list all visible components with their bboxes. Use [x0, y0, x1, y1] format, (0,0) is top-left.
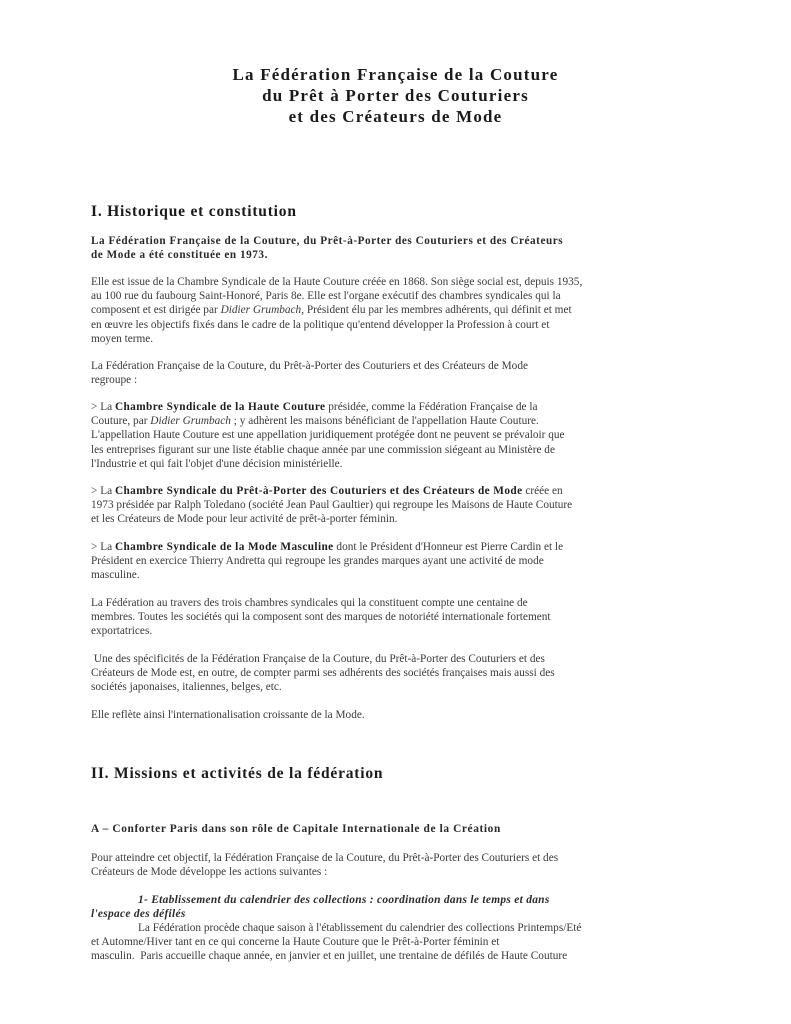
item-1-line-1: 1- Etablissement du calendrier des collections : coordination dans le temps et dans [138, 894, 550, 906]
paragraph-internationalisation [91, 708, 699, 722]
section-1-heading: I. Historique et constitution [91, 203, 297, 220]
document-title-line-1: La Fédération Française de la Couture [232, 65, 559, 84]
paragraph-objectif [91, 851, 699, 879]
section-2-subheading: A – Conforter Paris dans son rôle de Capitale Internationale de la Création [91, 823, 501, 835]
chambre-haute-couture: Chambre Syndicale de la Haute Couture [114, 401, 326, 413]
bullet-prefix: > La [91, 485, 115, 497]
mode-masculine-line-1 [91, 540, 699, 554]
calendrier-line-1: La Fédération procède chaque saison à l'établissement du calendrier des collections Printemps/Eté [138, 922, 582, 934]
calendrier-line-2: et Automne/Hiver tant en ce qui concerne la Haute Couture que le Prêt-à-Porter féminin et [91, 936, 500, 949]
section-1-lead [91, 234, 701, 262]
history-line-4: en œuvre les objectifs fixés dans le cadre de la politique qu'entend développer la Profession à court et [91, 318, 550, 331]
members-line-2: membres. Toutes les sociétés qui la composent sont des marques de notoriété internationale fortement [91, 611, 551, 624]
pret-a-porter-line-1-rest: créée en [522, 485, 563, 497]
chambre-pret-a-porter: Chambre Syndicale du Prêt-à-Porter des Couturiers et des Créateurs de Mode [114, 485, 523, 497]
specificities-line-1: Une des spécificités de la Fédération Française de la Couture, du Prêt-à-Porter des Couturiers et des [91, 653, 545, 665]
calendrier-line-3: masculin. Paris accueille chaque année, en janvier et en juillet, une trentaine de défilés de Haute Couture [91, 950, 568, 963]
paragraph-calendrier [91, 921, 699, 964]
specificities-line-3: sociétés japonaises, italiennes, belges, etc. [91, 681, 282, 694]
internationalisation-line: Elle reflète ainsi l'internationalisation croissante de la Mode. [91, 709, 365, 721]
haute-couture-line-5: l'Industrie et qui fait l'objet d'une décision ministérielle. [91, 457, 343, 470]
history-line-3a: composent et est dirigée par [91, 304, 221, 317]
bullet-prefix: > La [91, 401, 115, 413]
history-line-2: au 100 rue du faubourg Saint-Honoré, Paris 8e. Elle est l'organe exécutif des chambres syndicales qui la [91, 290, 561, 303]
regroupe-line-2: regroupe : [91, 374, 138, 387]
president-name: Didier Grumbach [220, 304, 302, 317]
haute-couture-line-2 [91, 414, 699, 428]
history-line-3b: , Président élu par les membres adhérents, qui définit et met [301, 304, 572, 317]
regroupe-line-1: La Fédération Française de la Couture, du Prêt-à-Porter des Couturiers et des Créateurs de Mode [91, 360, 528, 372]
president-name-2: Didier Grumbach [150, 415, 231, 428]
haute-couture-line-1 [91, 400, 699, 414]
history-line-1: Elle est issue de la Chambre Syndicale de la Haute Couture créée en 1868. Son siège social est, depuis 1935, [91, 276, 583, 288]
objectif-line-2: Créateurs de Mode développe les actions suivantes : [91, 866, 328, 879]
pret-a-porter-line-1 [91, 484, 699, 498]
paragraph-federation-members [91, 596, 699, 639]
paragraph-regroupe [91, 359, 699, 387]
item-1-heading [91, 893, 701, 921]
pret-a-porter-line-2: 1973 présidée par Ralph Toledano (société Jean Paul Gaultier) qui regroupe les Maisons de Haute Couture [91, 499, 573, 512]
paragraph-specificities [91, 652, 699, 695]
specificities-line-2: Créateurs de Mode est, en outre, de compter parmi ses adhérents des sociétés françaises mais aussi des [91, 667, 555, 680]
paragraph-pret-a-porter [91, 484, 699, 527]
mode-masculine-line-2: Président en exercice Thierry Andretta qui regroupe les grandes marques ayant une activité de mode [91, 555, 544, 568]
history-line-3 [91, 303, 699, 317]
mode-masculine-line-1-rest: dont le Président d'Honneur est Pierre Cardin et le [333, 541, 564, 553]
haute-couture-line-4: les entreprises figurant sur une liste établie chaque année par une commission siégeant au Ministère de [91, 443, 555, 456]
lead-line-1: La Fédération Française de la Couture, du Prêt-à-Porter des Couturiers et des Créateurs [91, 235, 564, 247]
lead-line-2: de Mode a été constituée en 1973. [91, 249, 268, 261]
section-2-heading: II. Missions et activités de la fédération [91, 765, 384, 782]
chambre-mode-masculine: Chambre Syndicale de la Mode Masculine [114, 541, 334, 553]
paragraph-haute-couture [91, 400, 699, 471]
haute-couture-line-2a: Couture, par [91, 415, 151, 428]
haute-couture-line-1-rest: présidée, comme la Fédération Française de la [325, 401, 538, 413]
members-line-3: exportatrices. [91, 625, 153, 638]
haute-couture-line-3: L'appellation Haute Couture est une appellation juridiquement protégée dont ne peuvent se prévaloir que [91, 429, 565, 442]
mode-masculine-line-3: masculine. [91, 569, 140, 582]
objectif-line-1: Pour atteindre cet objectif, la Fédération Française de la Couture, du Prêt-à-Porter des Couturiers et des [91, 852, 559, 864]
paragraph-mode-masculine [91, 540, 699, 583]
members-line-1: La Fédération au travers des trois chambres syndicales qui la constituent compte une centaine de [91, 597, 528, 609]
history-line-5: moyen terme. [91, 332, 154, 345]
item-1-line-2: l'espace des défilés [91, 908, 186, 920]
document-title-line-2: du Prêt à Porter des Couturiers [262, 86, 529, 105]
bullet-prefix: > La [91, 541, 115, 553]
haute-couture-line-2b: ; y adhèrent les maisons bénéficiant de l'appellation Haute Couture. [230, 415, 539, 428]
paragraph-history [91, 275, 699, 346]
pret-a-porter-line-3: et les Créateurs de Mode pour leur activité de prêt-à-porter féminin. [91, 513, 398, 526]
document-title-line-3: et des Créateurs de Mode [288, 107, 503, 126]
